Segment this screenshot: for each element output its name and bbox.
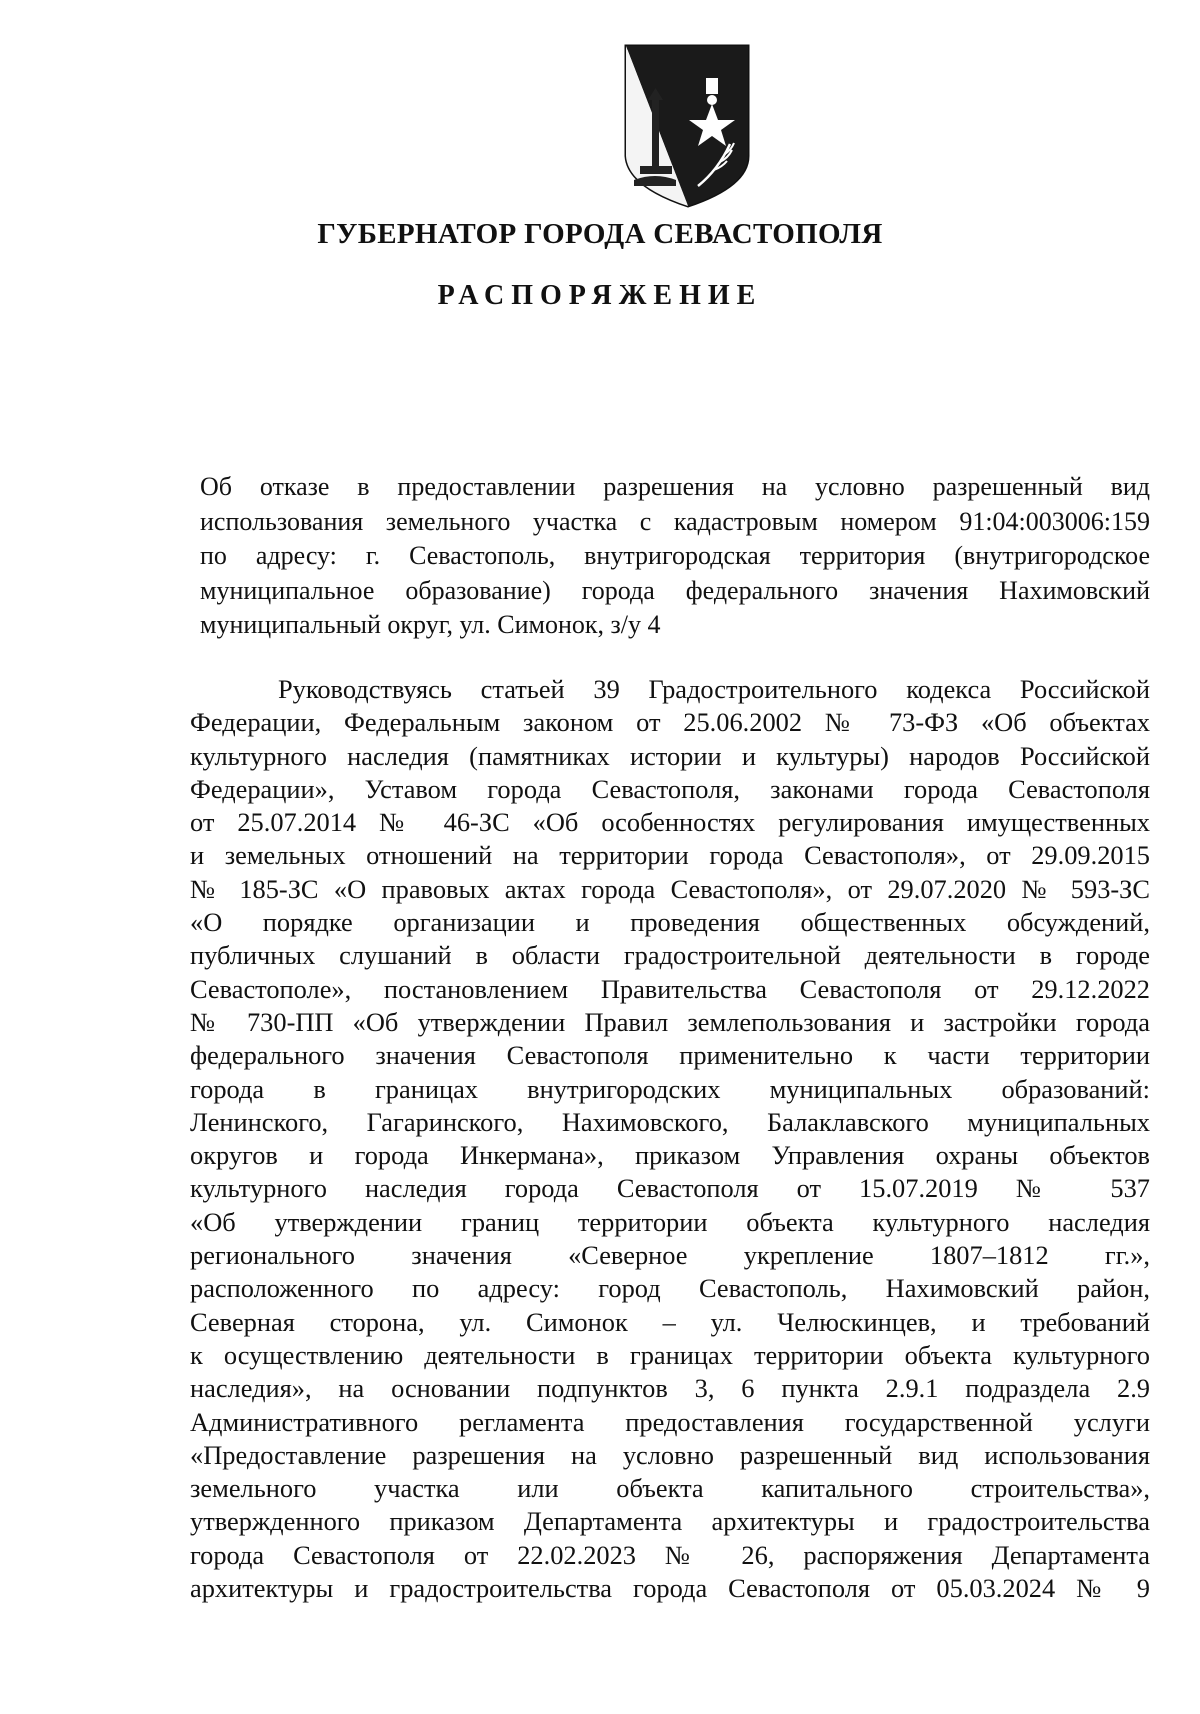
body-line: культурного наследия города Севастополя от 15.07.2019 № 537 xyxy=(190,1173,1150,1204)
body-line: Руководствуясь статьей 39 Градостроительного кодекса Российской xyxy=(278,674,1150,704)
subject-line: муниципальный округ, ул. Симонок, з/у 4 xyxy=(200,610,661,640)
body-line: Федерации, Федеральным законом от 25.06.2002 № 73-ФЗ «Об объектах xyxy=(190,707,1150,738)
body-line: федерального значения Севастополя применительно к части территории xyxy=(190,1040,1150,1071)
body-line: Севастополе», постановлением Правительства Севастополя от 29.12.2022 xyxy=(190,973,1150,1004)
body-line: № 185-ЗС «О правовых актах города Севастополя», от 29.07.2020 № 593-ЗС xyxy=(190,873,1150,904)
subject-line: по адресу: г. Севастополь, внутригородская территория (внутригородское xyxy=(200,541,1150,571)
body-line: и земельных отношений на территории города Севастополя», от 29.09.2015 xyxy=(190,840,1150,871)
body-line: Федерации», Уставом города Севастополя, законами города Севастополя xyxy=(190,773,1150,804)
document-body xyxy=(190,673,1150,1605)
body-line: «Предоставление разрешения на условно разрешенный вид использования xyxy=(190,1439,1150,1470)
subject-line: муниципальное образование) города федерального значения Нахимовский xyxy=(200,575,1150,605)
body-line: архитектуры и градостроительства города Севастополя от 05.03.2024 № 9 xyxy=(190,1573,1150,1604)
subject-line: использования земельного участка с кадастровым номером 91:04:003006:159 xyxy=(200,506,1150,536)
document-subject xyxy=(200,470,1150,643)
body-line: к осуществлению деятельности в границах территории объекта культурного xyxy=(190,1339,1150,1370)
body-line: «О порядке организации и проведения общественных обсуждений, xyxy=(190,907,1150,938)
subject-line: Об отказе в предоставлении разрешения на условно разрешенный вид xyxy=(200,472,1150,501)
body-line: Административного регламента предоставления государственной услуги xyxy=(190,1406,1150,1437)
body-line: округов и города Инкермана», приказом Управления охраны объектов xyxy=(190,1140,1150,1171)
body-line: города Севастополя от 22.02.2023 № 26, распоряжения Департамента xyxy=(190,1539,1150,1570)
body-line: Северная сторона, ул. Симонок – ул. Челюскинцев, и требований xyxy=(190,1306,1150,1337)
body-line: № 730-ПП «Об утверждении Правил землепользования и застройки города xyxy=(190,1006,1150,1037)
document-type: РАСПОРЯЖЕНИЕ xyxy=(437,280,763,311)
body-line: земельного участка или объекта капитального строительства», xyxy=(190,1473,1150,1504)
body-line: публичных слушаний в области градостроительной деятельности в городе xyxy=(190,940,1150,971)
body-line: «Об утверждении границ территории объекта культурного наследия xyxy=(190,1206,1150,1237)
body-line: от 25.07.2014 № 46-ЗС «Об особенностях регулирования имущественных xyxy=(190,807,1150,838)
body-line: Ленинского, Гагаринского, Нахимовского, Балаклавского муниципальных xyxy=(190,1106,1150,1137)
body-line: утвержденного приказом Департамента архитектуры и градостроительства xyxy=(190,1506,1150,1537)
body-line: культурного наследия (памятниках истории и культуры) народов Российской xyxy=(190,740,1150,771)
issuer-title: ГУБЕРНАТОР ГОРОДА СЕВАСТОПОЛЯ xyxy=(317,218,883,250)
body-line: расположенного по адресу: город Севастополь, Нахимовский район, xyxy=(190,1273,1150,1304)
body-line: города в границах внутригородских муниципальных образований: xyxy=(190,1073,1150,1104)
body-line: регионального значения «Северное укрепление 1807–1812 гг.», xyxy=(190,1240,1150,1271)
sevastopol-coat-of-arms-icon xyxy=(622,44,752,208)
body-line: наследия», на основании подпунктов 3, 6 пункта 2.9.1 подраздела 2.9 xyxy=(190,1373,1150,1404)
